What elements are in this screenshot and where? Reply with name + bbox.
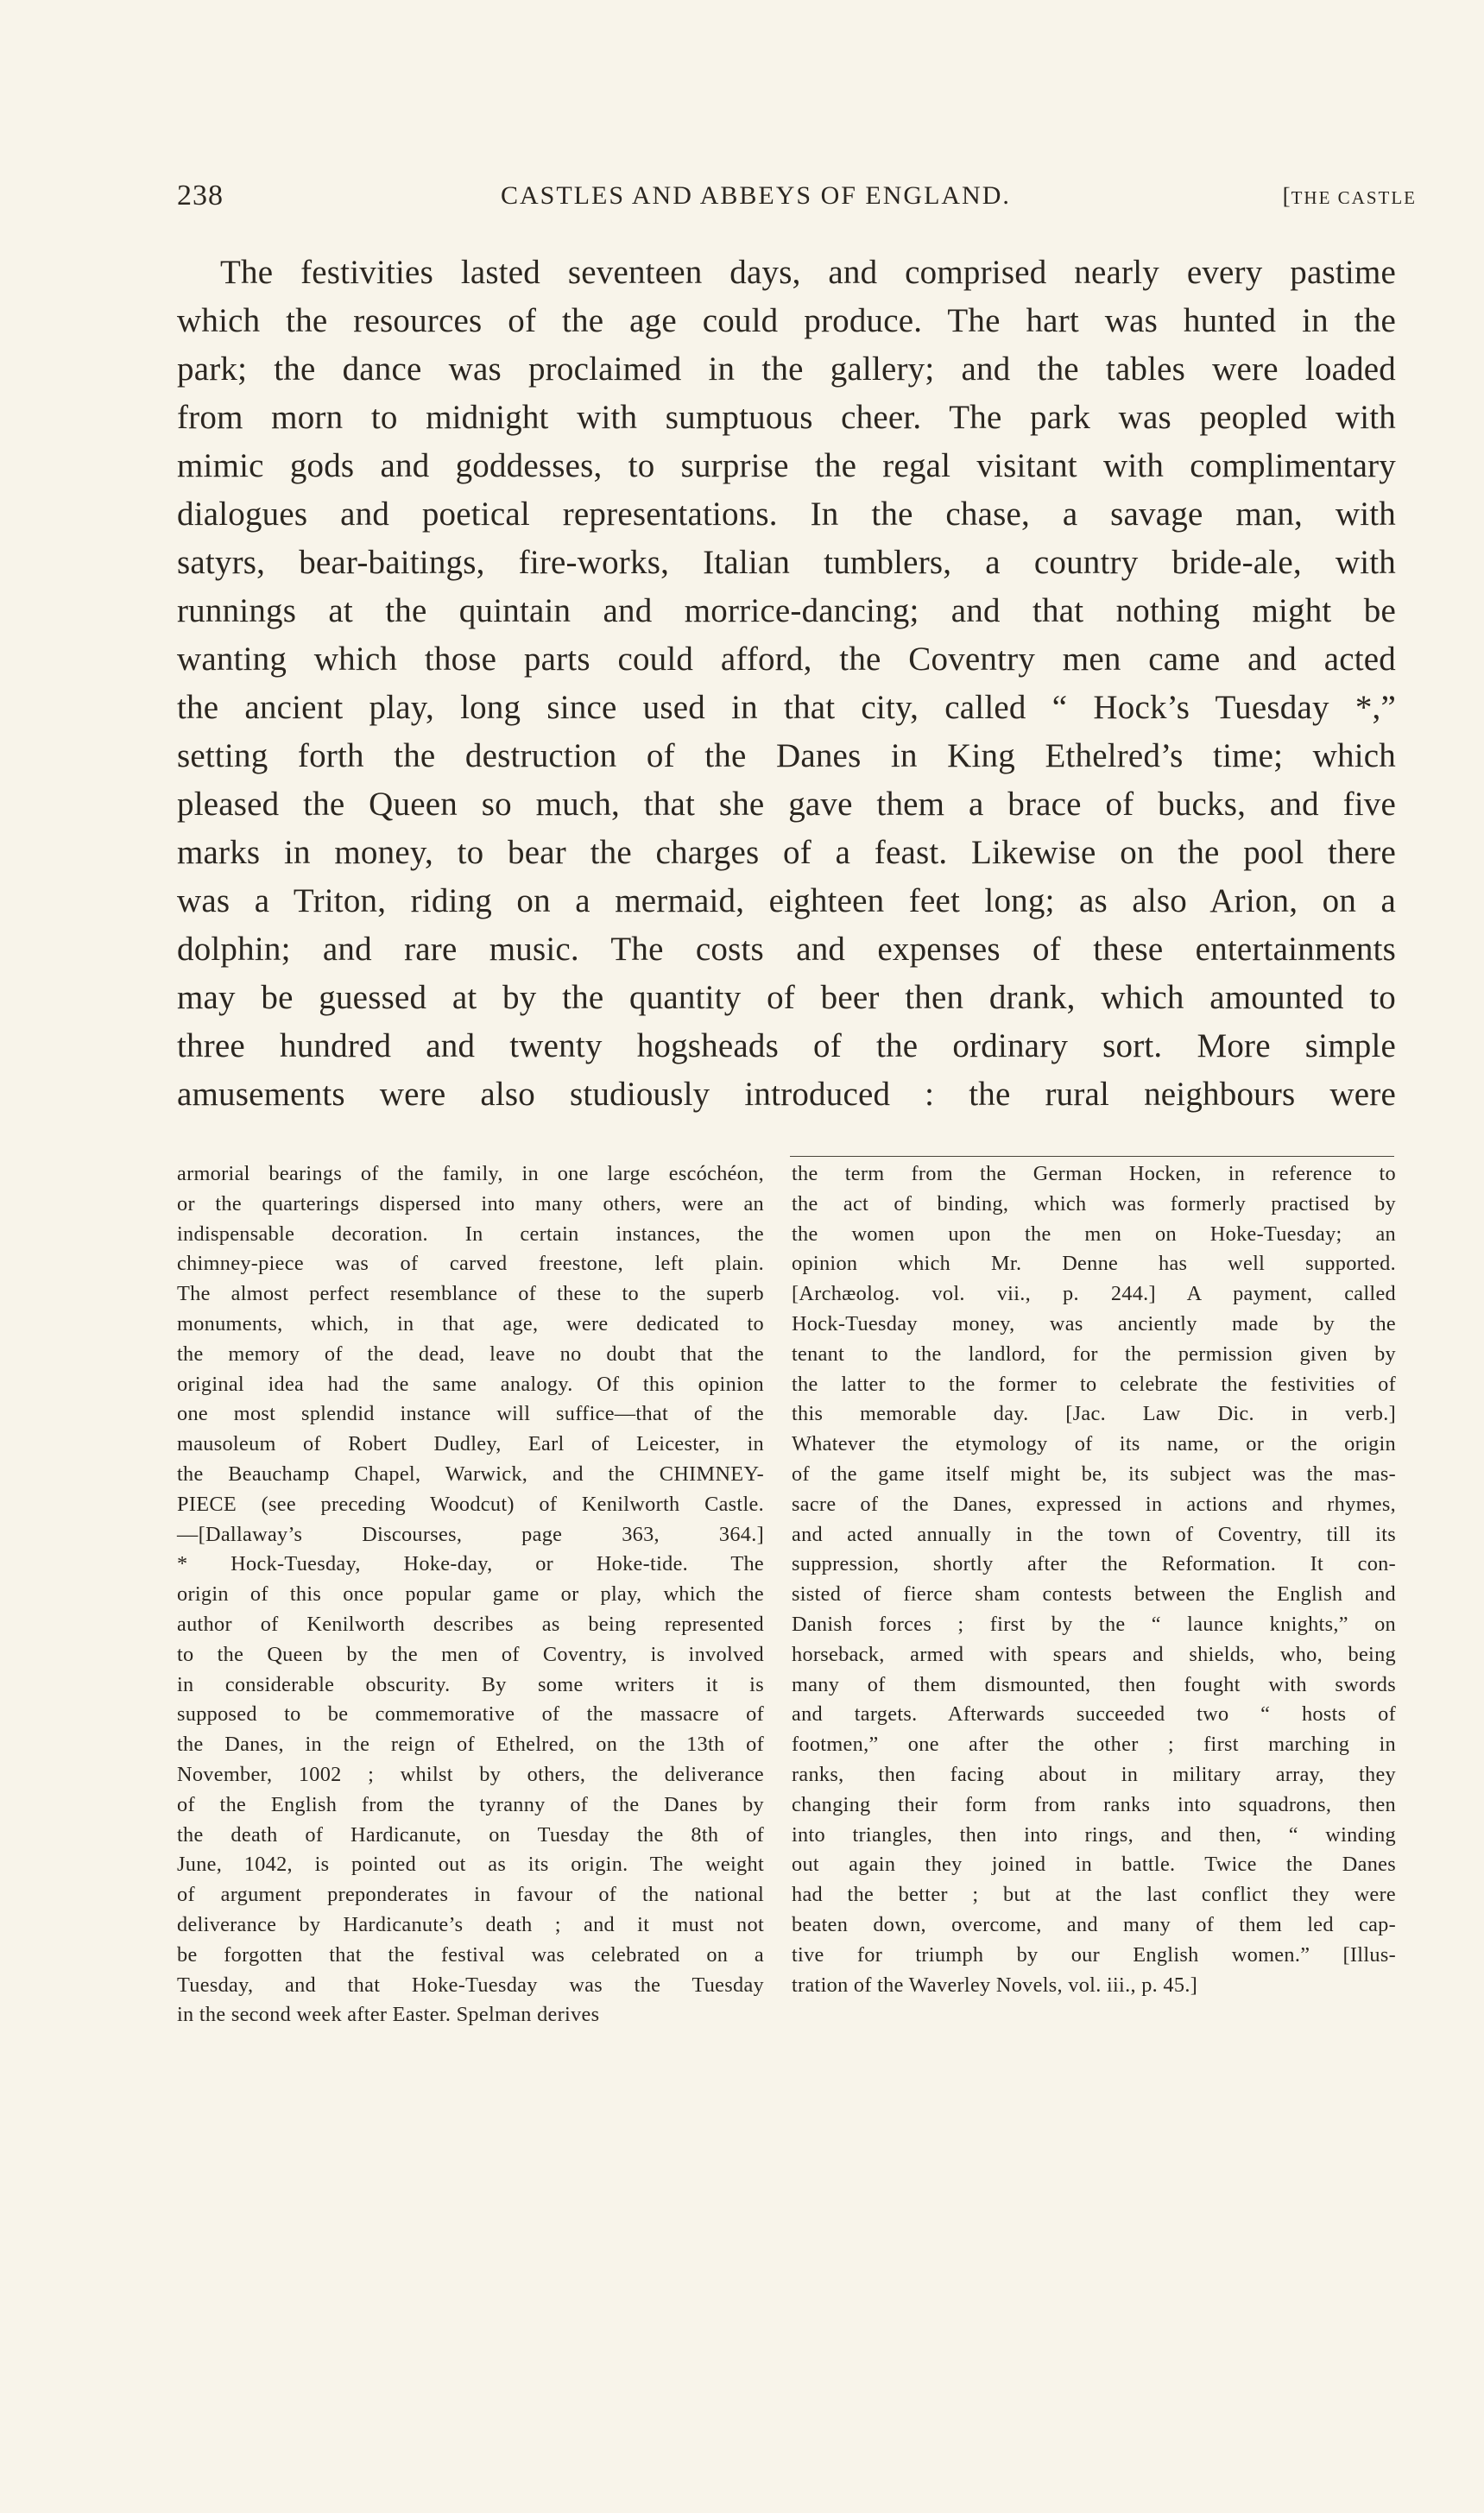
body-line: amusements were also studiously introduced : the rural neighbours were bbox=[177, 1076, 1396, 1113]
footnote-line: chimney-piece was of carved freestone, left plain. bbox=[177, 1252, 764, 1276]
footnote-line: [Archæolog. vol. vii., p. 244.] A payment, called bbox=[792, 1282, 1396, 1306]
footnote-rule bbox=[790, 1156, 1394, 1157]
footnote-line: the memory of the dead, leave no doubt that the bbox=[177, 1342, 764, 1366]
footnote-line: supposed to be commemorative of the massacre of bbox=[177, 1702, 764, 1727]
footnote-line: beaten down, overcome, and many of them led cap- bbox=[792, 1912, 1396, 1936]
body-line: The festivities lasted seventeen days, and comprised nearly every pastime bbox=[220, 254, 1396, 291]
footnote-line: original idea had the same analogy. Of this opinion bbox=[177, 1372, 764, 1396]
body-line: three hundred and twenty hogsheads of the ordinary sort. More simple bbox=[177, 1027, 1396, 1064]
main-body-text bbox=[177, 249, 1396, 1119]
body-line: which the resources of the age could produce. The hart was hunted in the bbox=[177, 302, 1396, 339]
footnote-line: indispensable decoration. In certain instances, the bbox=[177, 1222, 764, 1246]
footnote-line: in considerable obscurity. By some writers it is bbox=[177, 1672, 764, 1696]
footnote-line: out again they joined in battle. Twice the Danes bbox=[792, 1853, 1396, 1877]
running-header bbox=[177, 180, 1417, 223]
page-number: 238 bbox=[177, 180, 224, 212]
footnote-line: June, 1042, is pointed out as its origin. The weight bbox=[177, 1853, 764, 1877]
body-line: setting forth the destruction of the Danes in King Ethelred’s time; which bbox=[177, 737, 1396, 774]
footnote-line: of argument preponderates in favour of the national bbox=[177, 1883, 764, 1907]
footnote-line: —[Dallaway’s Discourses, page 363, 364.] bbox=[177, 1522, 764, 1546]
footnote-line: sacre of the Danes, expressed in actions and rhymes, bbox=[792, 1492, 1396, 1516]
footnote-line: The almost perfect resemblance of these to the superb bbox=[177, 1282, 764, 1306]
footnote-line: footmen,” one after the other ; first marching in bbox=[792, 1733, 1396, 1757]
footnote-line: to the Queen by the men of Coventry, is involved bbox=[177, 1642, 764, 1666]
footnote-line: the act of binding, which was formerly practised by bbox=[792, 1191, 1396, 1215]
footnote-column-left bbox=[177, 1159, 764, 2030]
body-line: dialogues and poetical representations. In the chase, a savage man, with bbox=[177, 496, 1396, 533]
footnote-line: be forgotten that the festival was celebrated on a bbox=[177, 1942, 764, 1967]
footnote-line: author of Kenilworth describes as being represented bbox=[177, 1612, 764, 1636]
footnote-line: the Danes, in the reign of Ethelred, on the 13th of bbox=[177, 1733, 764, 1757]
running-title: CASTLES AND ABBEYS OF ENGLAND. bbox=[501, 181, 1011, 210]
footnote-line: changing their form from ranks into squadrons, then bbox=[792, 1792, 1396, 1816]
footnote-line: into triangles, then into rings, and then, “ winding bbox=[792, 1822, 1396, 1847]
footnote-line: in the second week after Easter. Spelman derives bbox=[177, 2003, 600, 2027]
footnote-line: suppression, shortly after the Reformation. It con- bbox=[792, 1552, 1396, 1576]
footnote-line: of the English from the tyranny of the Danes by bbox=[177, 1792, 764, 1816]
footnote-line: the Beauchamp Chapel, Warwick, and the CHIMNEY- bbox=[177, 1462, 764, 1486]
footnote-line: ranks, then facing about in military array, they bbox=[792, 1762, 1396, 1786]
footnote-line: the death of Hardicanute, on Tuesday the 8th of bbox=[177, 1822, 764, 1847]
footnote-line: tration of the Waverley Novels, vol. iii., p. 45.] bbox=[792, 1973, 1198, 1997]
footnote-line: and acted annually in the town of Coventry, till its bbox=[792, 1522, 1396, 1546]
footnotes bbox=[177, 1159, 1396, 2221]
body-line: was a Triton, riding on a mermaid, eighteen feet long; as also Arion, on a bbox=[177, 882, 1396, 919]
footnote-line: tive for triumph by our English women.” [Illus- bbox=[792, 1942, 1396, 1967]
footnote-line: deliverance by Hardicanute’s death ; and it must not bbox=[177, 1912, 764, 1936]
footnote-line: or the quarterings dispersed into many others, were an bbox=[177, 1191, 764, 1215]
footnote-line: Tuesday, and that Hoke-Tuesday was the Tuesday bbox=[177, 1973, 764, 1997]
body-line: from morn to midnight with sumptuous cheer. The park was peopled with bbox=[177, 399, 1396, 436]
footnote-line: had the better ; but at the last conflict they were bbox=[792, 1883, 1396, 1907]
body-line: satyrs, bear-baitings, fire-works, Italian tumblers, a country bride-ale, with bbox=[177, 544, 1396, 581]
body-line: runnings at the quintain and morrice-dancing; and that nothing might be bbox=[177, 592, 1396, 629]
footnote-line: the term from the German Hocken, in reference to bbox=[792, 1162, 1396, 1185]
body-line: the ancient play, long since used in that city, called “ Hock’s Tuesday *,” bbox=[177, 689, 1396, 726]
body-line: may be guessed at by the quantity of beer then drank, which amounted to bbox=[177, 979, 1396, 1016]
footnote-line: armorial bearings of the family, in one large escóchéon, bbox=[177, 1162, 764, 1185]
footnote-line: this memorable day. [Jac. Law Dic. in verb.] bbox=[792, 1402, 1396, 1426]
footnote-line: many of them dismounted, then fought with swords bbox=[792, 1672, 1396, 1696]
footnote-column-right bbox=[792, 1159, 1396, 2000]
body-line: dolphin; and rare music. The costs and expenses of these entertainments bbox=[177, 931, 1396, 968]
section-heading bbox=[1283, 183, 1417, 210]
footnote-line: PIECE (see preceding Woodcut) of Kenilworth Castle. bbox=[177, 1492, 764, 1516]
section-bracket: [ bbox=[1282, 183, 1291, 209]
body-line: pleased the Queen so much, that she gave them a brace of bucks, and five bbox=[177, 786, 1396, 823]
footnote-line: Whatever the etymology of its name, or the origin bbox=[792, 1432, 1396, 1456]
body-line: wanting which those parts could afford, the Coventry men came and acted bbox=[177, 641, 1396, 678]
footnote-line: opinion which Mr. Denne has well supported. bbox=[792, 1252, 1396, 1276]
body-line: park; the dance was proclaimed in the gallery; and the tables were loaded bbox=[177, 350, 1396, 388]
footnote-line: * Hock-Tuesday, Hoke-day, or Hoke-tide. The bbox=[177, 1552, 764, 1576]
footnote-line: sisted of fierce sham contests between the English and bbox=[792, 1582, 1396, 1607]
footnote-line: one most splendid instance will suffice—that of the bbox=[177, 1402, 764, 1426]
footnote-line: mausoleum of Robert Dudley, Earl of Leicester, in bbox=[177, 1432, 764, 1456]
footnote-line: Hock-Tuesday money, was anciently made by the bbox=[792, 1311, 1396, 1335]
footnote-line: Danish forces ; first by the “ launce knights,” on bbox=[792, 1612, 1396, 1636]
footnote-line: the latter to the former to celebrate the festivities of bbox=[792, 1372, 1396, 1396]
footnote-line: of the game itself might be, its subject was the mas- bbox=[792, 1462, 1396, 1486]
body-line: mimic gods and goddesses, to surprise the regal visitant with complimentary bbox=[177, 447, 1396, 484]
footnote-line: origin of this once popular game or play, which the bbox=[177, 1582, 764, 1607]
footnote-line: horseback, armed with spears and shields, who, being bbox=[792, 1642, 1396, 1666]
footnote-line: tenant to the landlord, for the permission given by bbox=[792, 1342, 1396, 1366]
footnote-line: November, 1002 ; whilst by others, the deliverance bbox=[177, 1762, 764, 1786]
footnote-line: monuments, which, in that age, were dedicated to bbox=[177, 1311, 764, 1335]
footnote-line: and targets. Afterwards succeeded two “ hosts of bbox=[792, 1702, 1396, 1727]
footnote-line: the women upon the men on Hoke-Tuesday; an bbox=[792, 1222, 1396, 1246]
body-line: marks in money, to bear the charges of a feast. Likewise on the pool there bbox=[177, 834, 1396, 871]
section-text: THE CASTLE bbox=[1291, 187, 1417, 208]
